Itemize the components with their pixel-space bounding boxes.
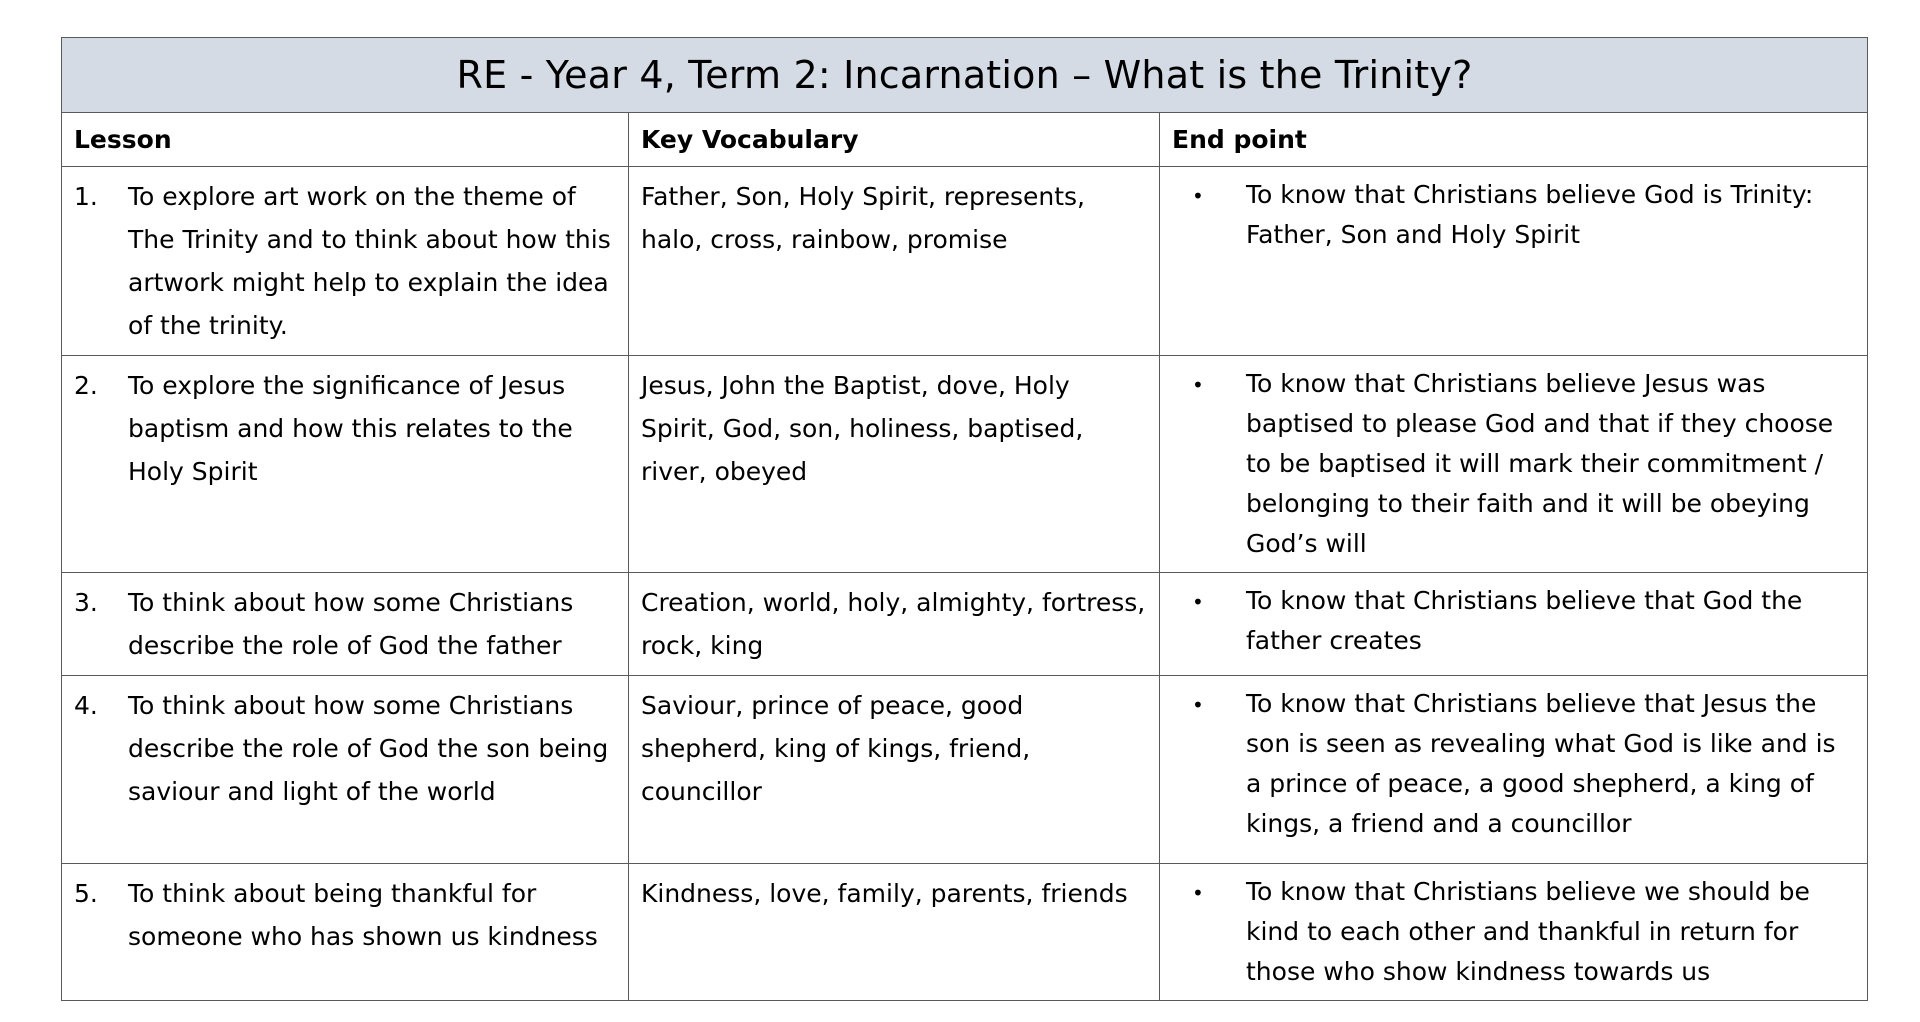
end-point-text: To know that Christians believe Jesus was baptised to please God and that if they choose to be baptised it will mark their commitment / belonging to their faith and it will be obeying God’s will [1246,369,1834,558]
lesson-cell [62,167,629,356]
vocabulary-cell: Creation, world, holy, almighty, fortress, rock, king [629,573,1160,676]
end-point-text: To know that Christians believe we should be kind to each other and thankful in return for those who show kindness towards us [1246,877,1810,986]
lesson-plan-table [61,37,1868,1001]
lesson-description: To explore the significance of Jesus baptism and how this relates to the Holy Spirit [128,371,573,486]
table-row [62,573,1868,676]
header-end-point: End point [1160,113,1868,167]
lesson-cell [62,864,629,1001]
lesson-cell [62,676,629,864]
lesson-number: 1. [74,182,98,211]
end-point-cell [1160,676,1868,864]
lesson-number: 5. [74,879,98,908]
bullet-icon: • [1192,590,1204,614]
end-point-text: To know that Christians believe that Jesus the son is seen as revealing what God is like and is a prince of peace, a good shepherd, a king of kings, a friend and a councillor [1246,689,1836,838]
lesson-cell [62,356,629,573]
bullet-icon: • [1192,881,1204,905]
end-point-cell [1160,356,1868,573]
lesson-description: To explore art work on the theme of The Trinity and to think about how this artwork might help to explain the idea of the trinity. [128,182,611,340]
lesson-number: 2. [74,371,98,400]
end-point-cell [1160,167,1868,356]
bullet-icon: • [1192,373,1204,397]
header-lesson: Lesson [62,113,629,167]
table-row [62,356,1868,573]
table-row [62,167,1868,356]
lesson-description: To think about being thankful for someone who has shown us kindness [128,879,598,951]
vocabulary-cell: Kindness, love, family, parents, friends [629,864,1160,1001]
vocabulary-cell: Saviour, prince of peace, good shepherd, king of kings, friend, councillor [629,676,1160,864]
end-point-text: To know that Christians believe that God the father creates [1246,586,1803,655]
end-point-cell [1160,864,1868,1001]
bullet-icon: • [1192,693,1204,717]
lesson-number: 4. [74,691,98,720]
lesson-description: To think about how some Christians describe the role of God the father [128,588,574,660]
end-point-text: To know that Christians believe God is Trinity: Father, Son and Holy Spirit [1246,180,1814,249]
bullet-icon: • [1192,184,1204,208]
header-key-vocabulary: Key Vocabulary [629,113,1160,167]
lesson-cell [62,573,629,676]
vocabulary-cell: Jesus, John the Baptist, dove, Holy Spirit, God, son, holiness, baptised, river, obeyed [629,356,1160,573]
end-point-cell [1160,573,1868,676]
vocabulary-cell: Father, Son, Holy Spirit, represents, halo, cross, rainbow, promise [629,167,1160,356]
page-title: RE - Year 4, Term 2: Incarnation – What is the Trinity? [62,38,1868,113]
lesson-number: 3. [74,588,98,617]
table-row [62,676,1868,864]
table-row [62,864,1868,1001]
lesson-description: To think about how some Christians describe the role of God the son being saviour and light of the world [128,691,609,806]
